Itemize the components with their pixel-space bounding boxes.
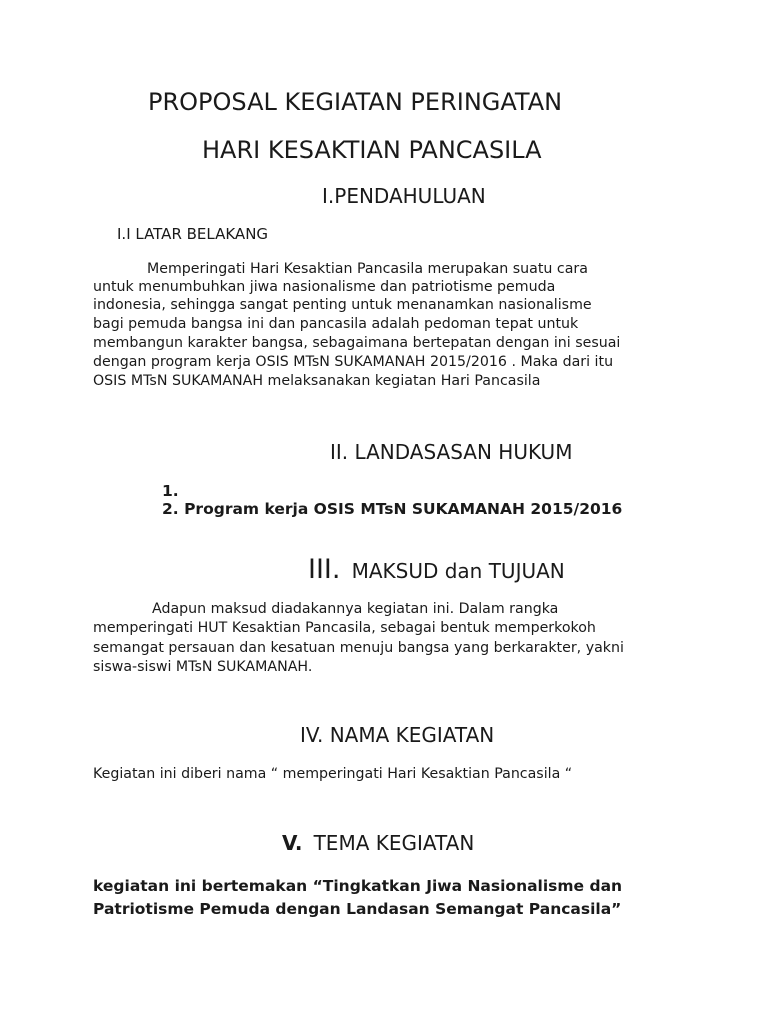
- section-5-heading: [282, 831, 474, 855]
- section-5-numeral: V.: [282, 831, 303, 855]
- section-2-heading: II. LANDASASAN HUKUM: [330, 440, 573, 464]
- paragraph-line: bagi pemuda bangsa ini dan pancasila adalah pedoman tepat untuk: [93, 316, 579, 332]
- paragraph-line: siswa-siswi MTsN SUKAMANAH.: [93, 659, 313, 675]
- paragraph-line: indonesia, sehingga sangat penting untuk menanamkan nasionalisme: [93, 297, 592, 313]
- document-title-line-1: PROPOSAL KEGIATAN PERINGATAN: [148, 88, 563, 116]
- document-title-line-2: HARI KESAKTIAN PANCASILA: [202, 136, 542, 164]
- list-item: 1.: [162, 482, 179, 500]
- paragraph-line: membangun karakter bangsa, sebagaimana bertepatan dengan ini sesuai: [93, 335, 621, 351]
- section-4-heading: IV. NAMA KEGIATAN: [300, 723, 495, 747]
- theme-line: kegiatan ini bertemakan “Tingkatkan Jiwa Nasionalisme dan: [93, 877, 623, 895]
- paragraph-line: OSIS MTsN SUKAMANAH melaksanakan kegiatan Hari Pancasila: [93, 373, 541, 389]
- section-3-numeral: III.: [308, 554, 341, 585]
- section-4-text: Kegiatan ini diberi nama “ memperingati Hari Kesaktian Pancasila “: [93, 766, 573, 782]
- paragraph-line: untuk menumbuhkan jiwa nasionalisme dan patriotisme pemuda: [93, 279, 556, 295]
- section-3-heading: [308, 554, 565, 585]
- section-5-title: TEMA KEGIATAN: [313, 831, 475, 855]
- section-1-subheading: I.I LATAR BELAKANG: [117, 225, 269, 243]
- paragraph-line: Adapun maksud diadakannya kegiatan ini. Dalam rangka: [152, 601, 559, 617]
- paragraph-line: semangat persauan dan kesatuan menuju bangsa yang berkarakter, yakni: [93, 640, 624, 656]
- theme-line: Patriotisme Pemuda dengan Landasan Semangat Pancasila”: [93, 900, 622, 918]
- section-1-heading: I.PENDAHULUAN: [322, 184, 486, 208]
- paragraph-line: Memperingati Hari Kesaktian Pancasila merupakan suatu cara: [147, 261, 588, 277]
- section-3-title: MAKSUD dan TUJUAN: [351, 559, 565, 583]
- paragraph-line: memperingati HUT Kesaktian Pancasila, sebagai bentuk memperkokoh: [93, 620, 596, 636]
- list-item: 2. Program kerja OSIS MTsN SUKAMANAH 2015/2016: [162, 500, 623, 518]
- paragraph-line: dengan program kerja OSIS MTsN SUKAMANAH 2015/2016 . Maka dari itu: [93, 354, 614, 370]
